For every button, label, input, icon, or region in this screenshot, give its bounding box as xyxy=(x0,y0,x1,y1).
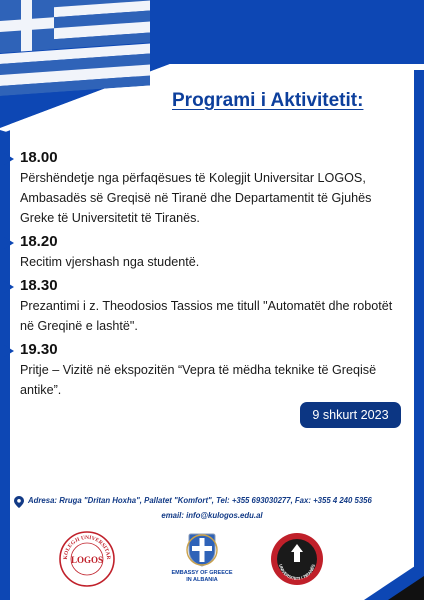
arrow-icon xyxy=(4,345,14,357)
arrow-icon xyxy=(4,153,14,165)
college-ring-text: KOLEGJI UNIVERSITAR xyxy=(62,534,112,560)
schedule-time: 19.30 xyxy=(20,341,58,358)
college-main-text: LOGOS xyxy=(70,555,104,565)
embassy-logo xyxy=(170,532,234,590)
page-title: Programi i Aktivitetit: xyxy=(172,90,364,111)
schedule-item xyxy=(0,148,424,228)
schedule-time: 18.20 xyxy=(20,233,58,250)
university-logo xyxy=(270,532,324,586)
schedule-description: Pritje – Vizitë në ekspozitën “Vepra të mëdha teknike të Greqisë antike”. xyxy=(20,363,377,397)
logos-row xyxy=(0,530,424,592)
schedule-list xyxy=(0,148,424,404)
schedule-description: Recitim vjershash nga studentë. xyxy=(20,255,200,269)
embassy-emblem-icon xyxy=(185,532,219,568)
university-ring-text: UNIVERSITETI I TIRANËS xyxy=(278,563,316,582)
footer-contact xyxy=(0,495,424,522)
schedule-item xyxy=(0,276,424,336)
arrow-icon xyxy=(4,281,14,293)
embassy-line-2: IN ALBANIA xyxy=(186,577,218,583)
schedule-item xyxy=(0,232,424,272)
schedule-time: 18.00 xyxy=(20,149,58,166)
schedule-description: Prezantimi i z. Theodosios Tassios me titull "Automatët dhe robotët në Greqinë e lashtë". xyxy=(20,299,393,333)
location-pin-icon xyxy=(14,496,24,508)
footer-email: email: info@kulogos.edu.al xyxy=(161,511,263,520)
arrow-icon xyxy=(4,237,14,249)
schedule-item xyxy=(0,340,424,400)
date-badge: 9 shkurt 2023 xyxy=(300,402,401,428)
schedule-time: 18.30 xyxy=(20,277,58,294)
embassy-line-1: EMBASSY OF GREECE xyxy=(171,570,233,576)
footer-address: Adresa: Rruga "Dritan Hoxha", Pallatet "Komfort", Tel: +355 693030277, Fax: +355 4 240 5356 xyxy=(28,496,372,505)
corner-decoration xyxy=(364,560,424,600)
schedule-description: Përshëndetje nga përfaqësues të Kolegjit Universitar LOGOS, Ambasadës së Greqisë në Tiranë dhe Departamentit të Gjuhës Greke të Universitetit të Tiranës. xyxy=(20,171,372,225)
logos-college-logo xyxy=(58,530,116,588)
greek-flag-image xyxy=(0,0,150,96)
